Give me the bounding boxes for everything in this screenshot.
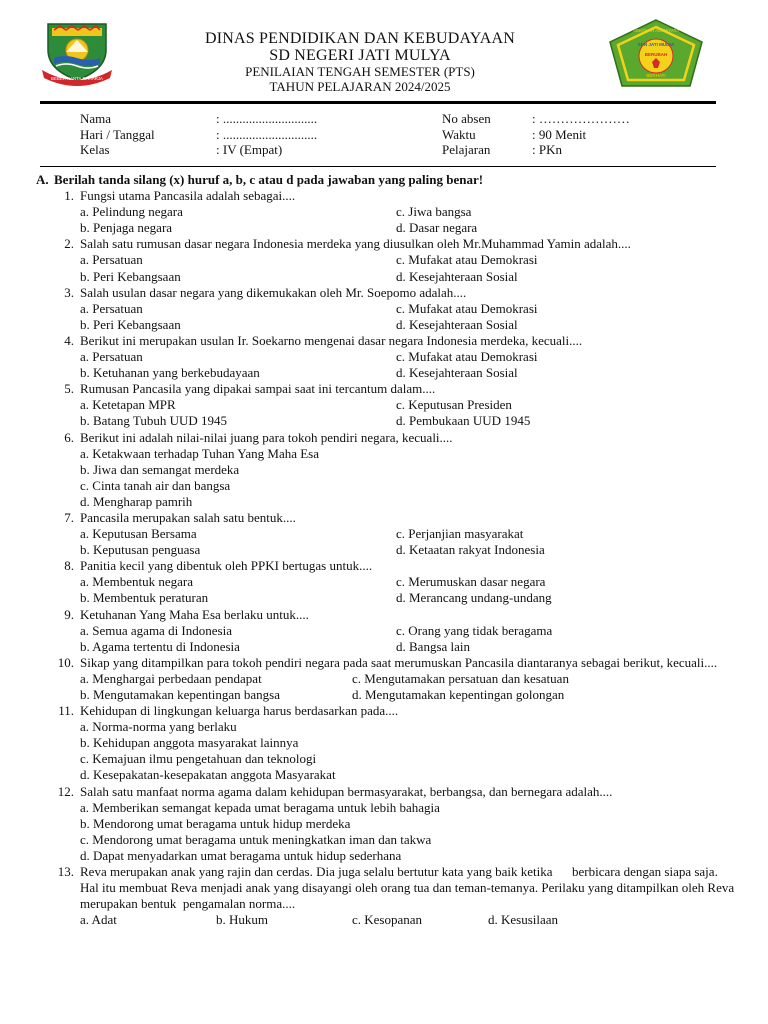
question-13 <box>36 864 736 928</box>
question-3 <box>36 285 736 333</box>
answer-option[interactable]: a. Keputusan Bersama <box>80 526 197 542</box>
question-number: 13. <box>57 864 74 880</box>
answer-option[interactable]: b. Peri Kebangsaan <box>80 268 181 284</box>
answer-option[interactable]: c. Mendorong umat beragama untuk meningkatkan iman dan takwa <box>80 831 432 847</box>
answer-option[interactable]: a. Persatuan <box>80 349 143 365</box>
identity-label: Nama <box>80 111 112 126</box>
question-10 <box>36 655 736 703</box>
question-text: Berikut ini merupakan usulan Ir. Soekarno mengenai dasar negara Indonesia merdeka, kecuali.... <box>80 332 583 348</box>
question-number: 7. <box>64 509 74 525</box>
question-9 <box>36 607 736 655</box>
question-text: Salah satu rumusan dasar negara Indonesia merdeka yang diusulkan oleh Mr.Muhammad Yamin adalah.... <box>80 236 631 252</box>
answer-option[interactable]: d. Ketaatan rakyat Indonesia <box>396 542 545 558</box>
answer-option[interactable]: b. Penjaga negara <box>80 220 173 236</box>
question-text: Pancasila merupakan salah satu bentuk.... <box>80 509 296 525</box>
identity-row-time <box>442 127 630 143</box>
question-text: Reva merupakan anak yang rajin dan cerdas. Dia juga selalu bertutur kata yang baik ketika berbicara dengan siapa saja. Hal itu membuat Reva menjadi anak yang disayangi oleh orang tua dan teman-temanya. Perilaku yang ditampilkan oleh Reva merupakan bentuk pengamalan norma.... <box>80 864 738 912</box>
student-identity-left <box>80 111 317 158</box>
question-7 <box>36 510 736 558</box>
answer-option[interactable]: b. Keputusan penguasa <box>80 542 201 558</box>
crest-ribbon-text: BEBER KANTA RAHARJA <box>51 76 103 81</box>
answer-option[interactable]: a. Memberikan semangat kepada umat beragama untuk lebih bahagia <box>80 799 440 815</box>
time-value: : 90 Menit <box>532 126 587 142</box>
header-school: SD NEGERI JATI MULYA <box>269 47 451 64</box>
question-number: 10. <box>57 654 74 670</box>
answer-option[interactable]: c. Mufakat atau Demokrasi <box>396 300 538 316</box>
identity-row-subject <box>442 142 630 158</box>
subject-value: : PKn <box>532 142 562 157</box>
answer-option[interactable]: d. Kesusilaan <box>488 912 559 928</box>
question-text: Salah usulan dasar negara yang dikemukakan oleh Mr. Soepomo adalah.... <box>80 284 467 300</box>
identity-row-name <box>80 111 317 127</box>
question-number: 9. <box>64 606 74 622</box>
absen-field[interactable]: : ………………… <box>532 111 630 126</box>
question-number: 1. <box>64 188 74 204</box>
question-6 <box>36 430 736 510</box>
answer-option[interactable]: a. Pelindung negara <box>80 204 183 220</box>
identity-label: No absen <box>442 111 491 126</box>
identity-label: Pelajaran <box>442 142 491 157</box>
answer-option[interactable]: d. Pembukaan UUD 1945 <box>396 413 531 429</box>
answer-option[interactable]: b. Batang Tubuh UUD 1945 <box>80 413 227 429</box>
identity-divider <box>40 166 716 167</box>
question-1 <box>36 188 736 236</box>
question-5 <box>36 381 736 429</box>
question-text: Sikap yang ditampilkan para tokoh pendiri negara pada saat merumuskan Pancasila diantaranya sebagai berikut, kecuali.... <box>80 654 718 670</box>
answer-option[interactable]: d. Dapat menyadarkan umat beragama untuk hidup sederhana <box>80 847 402 863</box>
answer-option[interactable]: d. Merancang undang-undang <box>396 590 552 606</box>
badge-ring-text: SEKOLAH ADIWIYATA <box>632 28 680 33</box>
answer-option[interactable]: b. Mendorong umat beragama untuk hidup merdeka <box>80 815 351 831</box>
answer-option[interactable]: c. Mufakat atau Demokrasi <box>396 349 538 365</box>
identity-label: Hari / Tanggal <box>80 126 155 142</box>
identity-row-date <box>80 127 317 143</box>
answer-option[interactable]: c. Merumuskan dasar negara <box>396 574 546 590</box>
answer-option[interactable]: a. Persatuan <box>80 300 143 316</box>
answer-option[interactable]: d. Dasar negara <box>396 220 478 236</box>
badge-motto-bottom: BERHATI <box>646 73 666 78</box>
answer-option[interactable]: c. Perjanjian masyarakat <box>396 526 524 542</box>
answer-option[interactable]: d. Mengutamakan kepentingan golongan <box>352 687 565 702</box>
question-number: 12. <box>57 783 74 799</box>
regency-crest-icon <box>40 20 114 86</box>
question-number: 11. <box>58 703 74 719</box>
date-field[interactable]: : ............................. <box>216 126 318 142</box>
question-text: Berikut ini adalah nilai-nilai juang para tokoh pendiri negara, kecuali.... <box>80 429 453 445</box>
answer-option[interactable]: a. Semua agama di Indonesia <box>80 622 232 638</box>
answer-option[interactable]: b. Agama tertentu di Indonesia <box>80 638 240 654</box>
section-title: Berilah tanda silang (x) huruf a, b, c atau d pada jawaban yang paling benar! <box>54 172 484 187</box>
multiple-choice-section <box>36 172 736 928</box>
question-number: 4. <box>64 332 74 348</box>
answer-option[interactable]: a. Norma-norma yang berlaku <box>80 719 237 735</box>
letterhead <box>150 30 570 94</box>
identity-label: Kelas <box>80 142 110 157</box>
answer-option[interactable]: d. Kesejahteraan Sosial <box>396 268 518 284</box>
question-8 <box>36 558 736 606</box>
question-number: 8. <box>64 558 74 574</box>
answer-option[interactable]: b. Peri Kebangsaan <box>80 316 181 332</box>
answer-option[interactable]: c. Orang yang tidak beragama <box>396 622 553 638</box>
answer-option[interactable]: a. Membentuk negara <box>80 574 193 590</box>
identity-row-class <box>80 142 317 158</box>
header-year: TAHUN PELAJARAN 2024/2025 <box>269 79 451 94</box>
question-4 <box>36 333 736 381</box>
answer-option[interactable]: b. Membentuk peraturan <box>80 590 209 606</box>
question-2 <box>36 236 736 284</box>
answer-option[interactable]: d. Kesejahteraan Sosial <box>396 316 518 332</box>
answer-option[interactable]: c. Cinta tanah air dan bangsa <box>80 477 231 493</box>
section-instruction <box>36 172 736 188</box>
student-identity-right <box>442 111 630 158</box>
name-field[interactable]: : ............................. <box>216 111 318 126</box>
header-agency: DINAS PENDIDIKAN DAN KEBUDAYAAN <box>204 30 516 47</box>
answer-option[interactable]: a. Persatuan <box>80 252 143 268</box>
question-11 <box>36 703 736 783</box>
answer-option[interactable]: c. Mufakat atau Demokrasi <box>396 252 538 268</box>
answer-option[interactable]: b. Jiwa dan semangat merdeka <box>80 461 240 477</box>
class-value: : IV (Empat) <box>216 142 283 157</box>
answer-option[interactable]: c. Keputusan Presiden <box>396 397 512 413</box>
question-number: 3. <box>64 284 74 300</box>
question-number: 5. <box>64 381 74 397</box>
badge-school-name: SDN JATI MULYA <box>637 42 675 47</box>
answer-option[interactable]: c. Mengutamakan persatuan dan kesatuan <box>352 670 569 686</box>
answer-option[interactable]: a. Ketakwaan terhadap Tuhan Yang Maha Esa <box>80 445 320 461</box>
header-exam: PENILAIAN TENGAH SEMESTER (PTS) <box>245 64 475 79</box>
answer-option[interactable]: b. Mengutamakan kepentingan bangsa <box>80 687 280 702</box>
question-number: 2. <box>64 236 74 252</box>
question-text: Kehidupan di lingkungan keluarga harus berdasarkan pada.... <box>80 703 399 719</box>
question-text: Panitia kecil yang dibentuk oleh PPKI bertugas untuk.... <box>80 558 373 574</box>
answer-option[interactable]: b. Kehidupan anggota masyarakat lainnya <box>80 735 299 751</box>
answer-option[interactable]: c. Kemajuan ilmu pengetahuan dan teknologi <box>80 751 317 767</box>
question-text: Fungsi utama Pancasila adalah sebagai.... <box>80 188 296 204</box>
answer-option[interactable]: c. Jiwa bangsa <box>396 204 472 220</box>
badge-motto-top: BERUBAH <box>644 52 668 57</box>
section-letter: A. <box>36 172 49 187</box>
answer-option[interactable]: b. Ketuhanan yang berkebudayaan <box>80 365 260 381</box>
answer-option[interactable]: a. Menghargai perbedaan pendapat <box>80 670 262 686</box>
answer-option[interactable]: d. Kesejahteraan Sosial <box>396 365 518 381</box>
answer-option[interactable]: a. Adat <box>80 912 117 928</box>
question-text: Ketuhanan Yang Maha Esa berlaku untuk.... <box>80 606 309 622</box>
header-divider <box>40 101 716 104</box>
answer-option[interactable]: a. Ketetapan MPR <box>80 397 176 413</box>
identity-label: Waktu <box>442 126 476 142</box>
answer-option[interactable]: b. Hukum <box>216 912 268 928</box>
identity-row-absen <box>442 111 630 127</box>
question-text: Rumusan Pancasila yang dipakai sampai saat ini tercantum dalam.... <box>80 381 436 397</box>
question-text: Salah satu manfaat norma agama dalam kehidupan bermasyarakat, berbangsa, dan bernegara adalah.... <box>80 783 613 799</box>
answer-option[interactable]: d. Bangsa lain <box>396 638 471 654</box>
school-pentagon-badge-icon <box>608 18 704 88</box>
answer-option[interactable]: d. Kesepakatan-kesepakatan anggota Masyarakat <box>80 767 336 783</box>
answer-option[interactable]: d. Mengharap pamrih <box>80 493 193 509</box>
question-12 <box>36 784 736 864</box>
answer-option[interactable]: c. Kesopanan <box>352 912 423 928</box>
question-number: 6. <box>64 429 74 445</box>
